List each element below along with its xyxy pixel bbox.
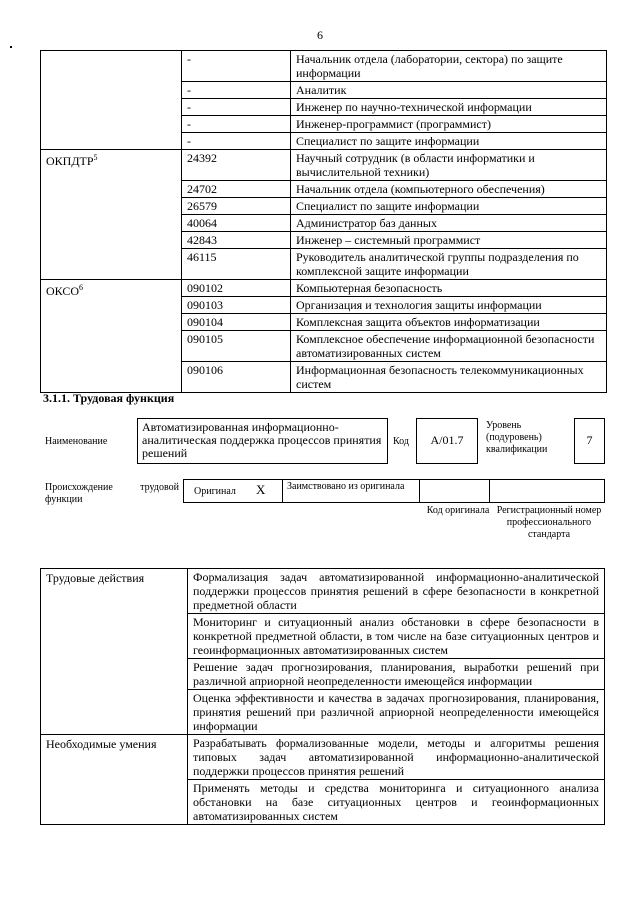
footnote-ref: 5 (93, 153, 98, 162)
occupation-name: Научный сотрудник (в области информатики и вычислительной техники) (291, 150, 607, 181)
occupation-name: Инженер по научно-технической информации (291, 99, 607, 116)
function-code-box: А/01.7 (416, 418, 478, 464)
detail-item: Решение задач прогнозирования, планирования, выработки решений при различной априорной неопределенности имеющейся информации (188, 659, 605, 690)
page-number: 6 (317, 28, 323, 42)
classifier-code: 24392 (182, 150, 291, 181)
section-title: 3.1.1. Трудовая функция (43, 391, 175, 405)
classification-table (40, 50, 607, 393)
classifier-code: - (182, 133, 291, 150)
detail-item: Мониторинг и ситуационный анализ обстановки в сфере безопасности в конкретной предметной области, в том числе на базе ситуационных центров и геоинформационных автоматизированных систем (188, 614, 605, 659)
origin-label: Происхождение трудовой функции (45, 482, 179, 505)
occupation-name: Инженер-программист (программист) (291, 116, 607, 133)
detail-item: Применять методы и средства мониторинга и ситуационного анализа обстановки на базе ситуационных центров и геоинформационных автоматизированных систем (188, 780, 605, 825)
original-mark: X (256, 482, 266, 497)
footnote-ref: 6 (79, 283, 84, 292)
code-label: Код (393, 436, 409, 447)
occupation-name: Руководитель аналитической группы подразделения по комплексной защите информации (291, 249, 607, 280)
occupation-name: Комплексное обеспечение информационной безопасности автоматизированных систем (291, 331, 607, 362)
classifier-code: 42843 (182, 232, 291, 249)
original-cell (183, 479, 283, 503)
function-name-box: Автоматизированная информационно-аналитическая поддержка процессов принятия решений (137, 418, 388, 464)
detail-group-label: Трудовые действия (41, 569, 188, 735)
original-label: Оригинал (194, 486, 236, 497)
detail-item: Оценка эффективности и качества в задачах прогнозирования, планирования, принятия решений при различной априорной неопределенности имеющейся информации (188, 690, 605, 735)
detail-group-label: Необходимые умения (41, 735, 188, 825)
classifier-group (41, 280, 182, 393)
reg-number-caption: Регистрационный номер профессионального стандарта (496, 505, 602, 540)
occupation-name: Начальник отдела (лаборатории, сектора) по защите информации (291, 51, 607, 82)
classifier-group (41, 150, 182, 280)
classifier-name: ОКПДТР (46, 154, 94, 168)
occupation-name: Начальник отдела (компьютерного обеспечения) (291, 181, 607, 198)
level-box: 7 (574, 418, 605, 464)
level-label: Уровень (подуровень) квалификации (486, 420, 548, 455)
classifier-code: - (182, 51, 291, 82)
classifier-code: 24702 (182, 181, 291, 198)
occupation-name: Комплексная защита объектов информатизации (291, 314, 607, 331)
reg-number-cell (490, 479, 605, 503)
classifier-code: 090104 (182, 314, 291, 331)
origin-code-cell (420, 479, 490, 503)
borrowed-label: Заимствовано из оригинала (287, 481, 405, 492)
classifier-code: - (182, 82, 291, 99)
name-label: Наименование (45, 436, 108, 447)
occupation-name: Специалист по защите информации (291, 198, 607, 215)
occupation-name: Аналитик (291, 82, 607, 99)
scan-speck (10, 46, 12, 48)
occupation-name: Специалист по защите информации (291, 133, 607, 150)
detail-row (41, 735, 605, 780)
occupation-name: Компьютерная безопасность (291, 280, 607, 297)
classifier-code: 090106 (182, 362, 291, 393)
classification-row (41, 51, 607, 82)
classifier-code: - (182, 99, 291, 116)
borrowed-cell (283, 479, 420, 503)
occupation-name: Информационная безопасность телекоммуникационных систем (291, 362, 607, 393)
classifier-code: 26579 (182, 198, 291, 215)
classifier-code: 090102 (182, 280, 291, 297)
origin-code-caption: Код оригинала (426, 505, 490, 516)
classifier-group (41, 51, 182, 150)
classifier-name: ОКСО (46, 284, 80, 298)
occupation-name: Администратор баз данных (291, 215, 607, 232)
classifier-code: 40064 (182, 215, 291, 232)
occupation-name: Организация и технология защиты информации (291, 297, 607, 314)
detail-row (41, 569, 605, 614)
occupation-name: Инженер – системный программист (291, 232, 607, 249)
classifier-code: - (182, 116, 291, 133)
classifier-code: 090103 (182, 297, 291, 314)
classification-row (41, 280, 607, 297)
classification-row (41, 150, 607, 181)
detail-item: Формализация задач автоматизированной информационно-аналитической поддержки процессов принятия решений в сфере безопасности в конкретной предметной области (188, 569, 605, 614)
function-details-table (40, 568, 605, 825)
detail-item: Разрабатывать формализованные модели, методы и алгоритмы решения типовых задач автоматизированной информационно-аналитической поддержки процессов принятия решений (188, 735, 605, 780)
classifier-code: 090105 (182, 331, 291, 362)
classifier-code: 46115 (182, 249, 291, 280)
